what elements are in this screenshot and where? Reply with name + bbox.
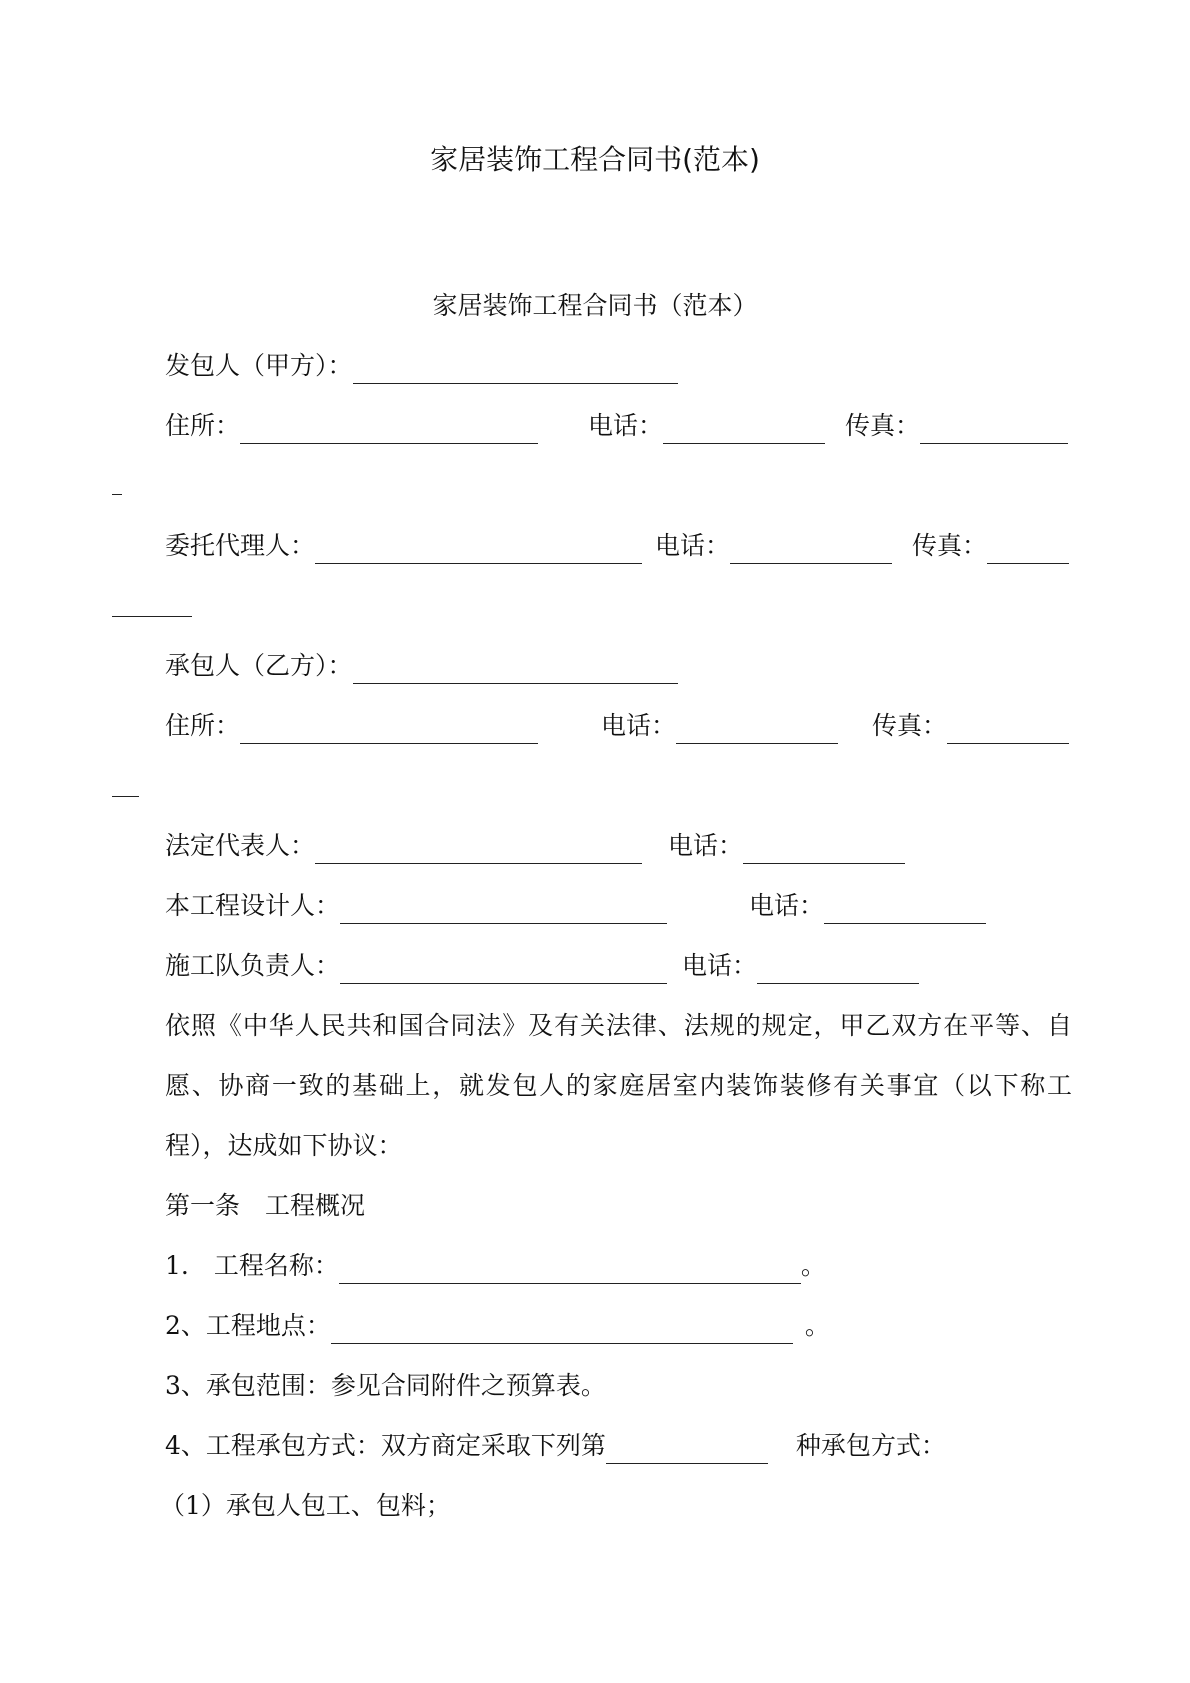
item4-end: 种承包方式： (795, 1431, 946, 1460)
phone4-line (668, 828, 905, 864)
fax2-label: 传真： (912, 531, 988, 560)
phone4-label: 电话： (668, 831, 744, 860)
phone6-line (682, 948, 919, 984)
employer-blank[interactable] (353, 355, 678, 384)
address1-label: 住所： (165, 411, 241, 440)
phone2-blank[interactable] (730, 535, 892, 564)
item4-option1: （1）承包人包工、包料； (160, 1491, 451, 1520)
contract-method-blank[interactable] (606, 1435, 768, 1464)
item2-line (165, 1308, 830, 1344)
item1-line (165, 1248, 826, 1284)
address1-blank[interactable] (240, 415, 538, 444)
phone1-blank[interactable] (663, 415, 825, 444)
employer-label: 发包人（甲方）： (165, 351, 353, 380)
document-subtitle: 家居装饰工程合同书（范本） (432, 291, 758, 320)
agent-line (165, 528, 642, 564)
fax2-line (912, 528, 1069, 564)
phone2-label: 电话： (655, 531, 731, 560)
legal-rep-label: 法定代表人： (165, 831, 316, 860)
phone3-blank[interactable] (676, 715, 838, 744)
intro-text: 依照《中华人民共和国合同法》及有关法律、法规的规定，甲乙双方在平等、自愿、协商一致的基础上，就发包人的家庭居室内装饰装修有关事宜（以下称工程），达成如下协议： (165, 1011, 1072, 1160)
address2-blank[interactable] (240, 715, 538, 744)
fax2-blank-continued (112, 616, 192, 617)
phone5-blank[interactable] (824, 895, 986, 924)
phone3-line (601, 708, 838, 744)
item1-end: 。 (800, 1251, 826, 1280)
contractor-label: 承包人（乙方）： (165, 651, 353, 680)
contractor-line (165, 648, 678, 684)
phone6-label: 电话： (682, 951, 758, 980)
item1-label: 1. 工程名称： (165, 1251, 339, 1280)
fax3-blank-continued (112, 796, 139, 797)
document-title: 家居装饰工程合同书(范本) (430, 143, 760, 176)
fax1-blank-continued (112, 494, 122, 495)
phone5-line (749, 888, 986, 924)
team-lead-label: 施工队负责人： (165, 951, 341, 980)
item4-line (165, 1428, 946, 1464)
legal-rep-line (165, 828, 642, 864)
designer-blank[interactable] (340, 895, 667, 924)
phone1-label: 电话： (588, 411, 664, 440)
fax1-label: 传真： (845, 411, 921, 440)
fax3-blank[interactable] (947, 715, 1069, 744)
phone5-label: 电话： (749, 891, 825, 920)
intro-paragraph (112, 996, 1072, 1176)
employer-line (165, 348, 678, 384)
team-lead-line (165, 948, 667, 984)
designer-label: 本工程设计人： (165, 891, 341, 920)
phone2-line (655, 528, 892, 564)
address2-line (165, 708, 538, 744)
item4-label: 4、工程承包方式：双方商定采取下列第 (165, 1431, 606, 1460)
agent-label: 委托代理人： (165, 531, 316, 560)
phone4-blank[interactable] (743, 835, 905, 864)
address1-line (165, 408, 538, 444)
item3-line: 3、承包范围：参见合同附件之预算表。 (165, 1371, 606, 1400)
legal-rep-blank[interactable] (315, 835, 642, 864)
article1-heading: 第一条 工程概况 (165, 1191, 366, 1220)
phone6-blank[interactable] (757, 955, 919, 984)
address2-label: 住所： (165, 711, 241, 740)
fax2-blank[interactable] (987, 535, 1069, 564)
team-lead-blank[interactable] (340, 955, 667, 984)
designer-line (165, 888, 667, 924)
item2-end: 。 (804, 1311, 830, 1340)
contractor-blank[interactable] (353, 655, 678, 684)
item2-label: 2、工程地点： (165, 1311, 331, 1340)
fax3-line (872, 708, 1069, 744)
fax3-label: 传真： (872, 711, 948, 740)
phone3-label: 电话： (601, 711, 677, 740)
fax1-blank[interactable] (920, 415, 1068, 444)
project-location-blank[interactable] (331, 1315, 793, 1344)
phone1-line (588, 408, 825, 444)
project-name-blank[interactable] (339, 1255, 801, 1284)
agent-blank[interactable] (315, 535, 642, 564)
fax1-line (845, 408, 1068, 444)
